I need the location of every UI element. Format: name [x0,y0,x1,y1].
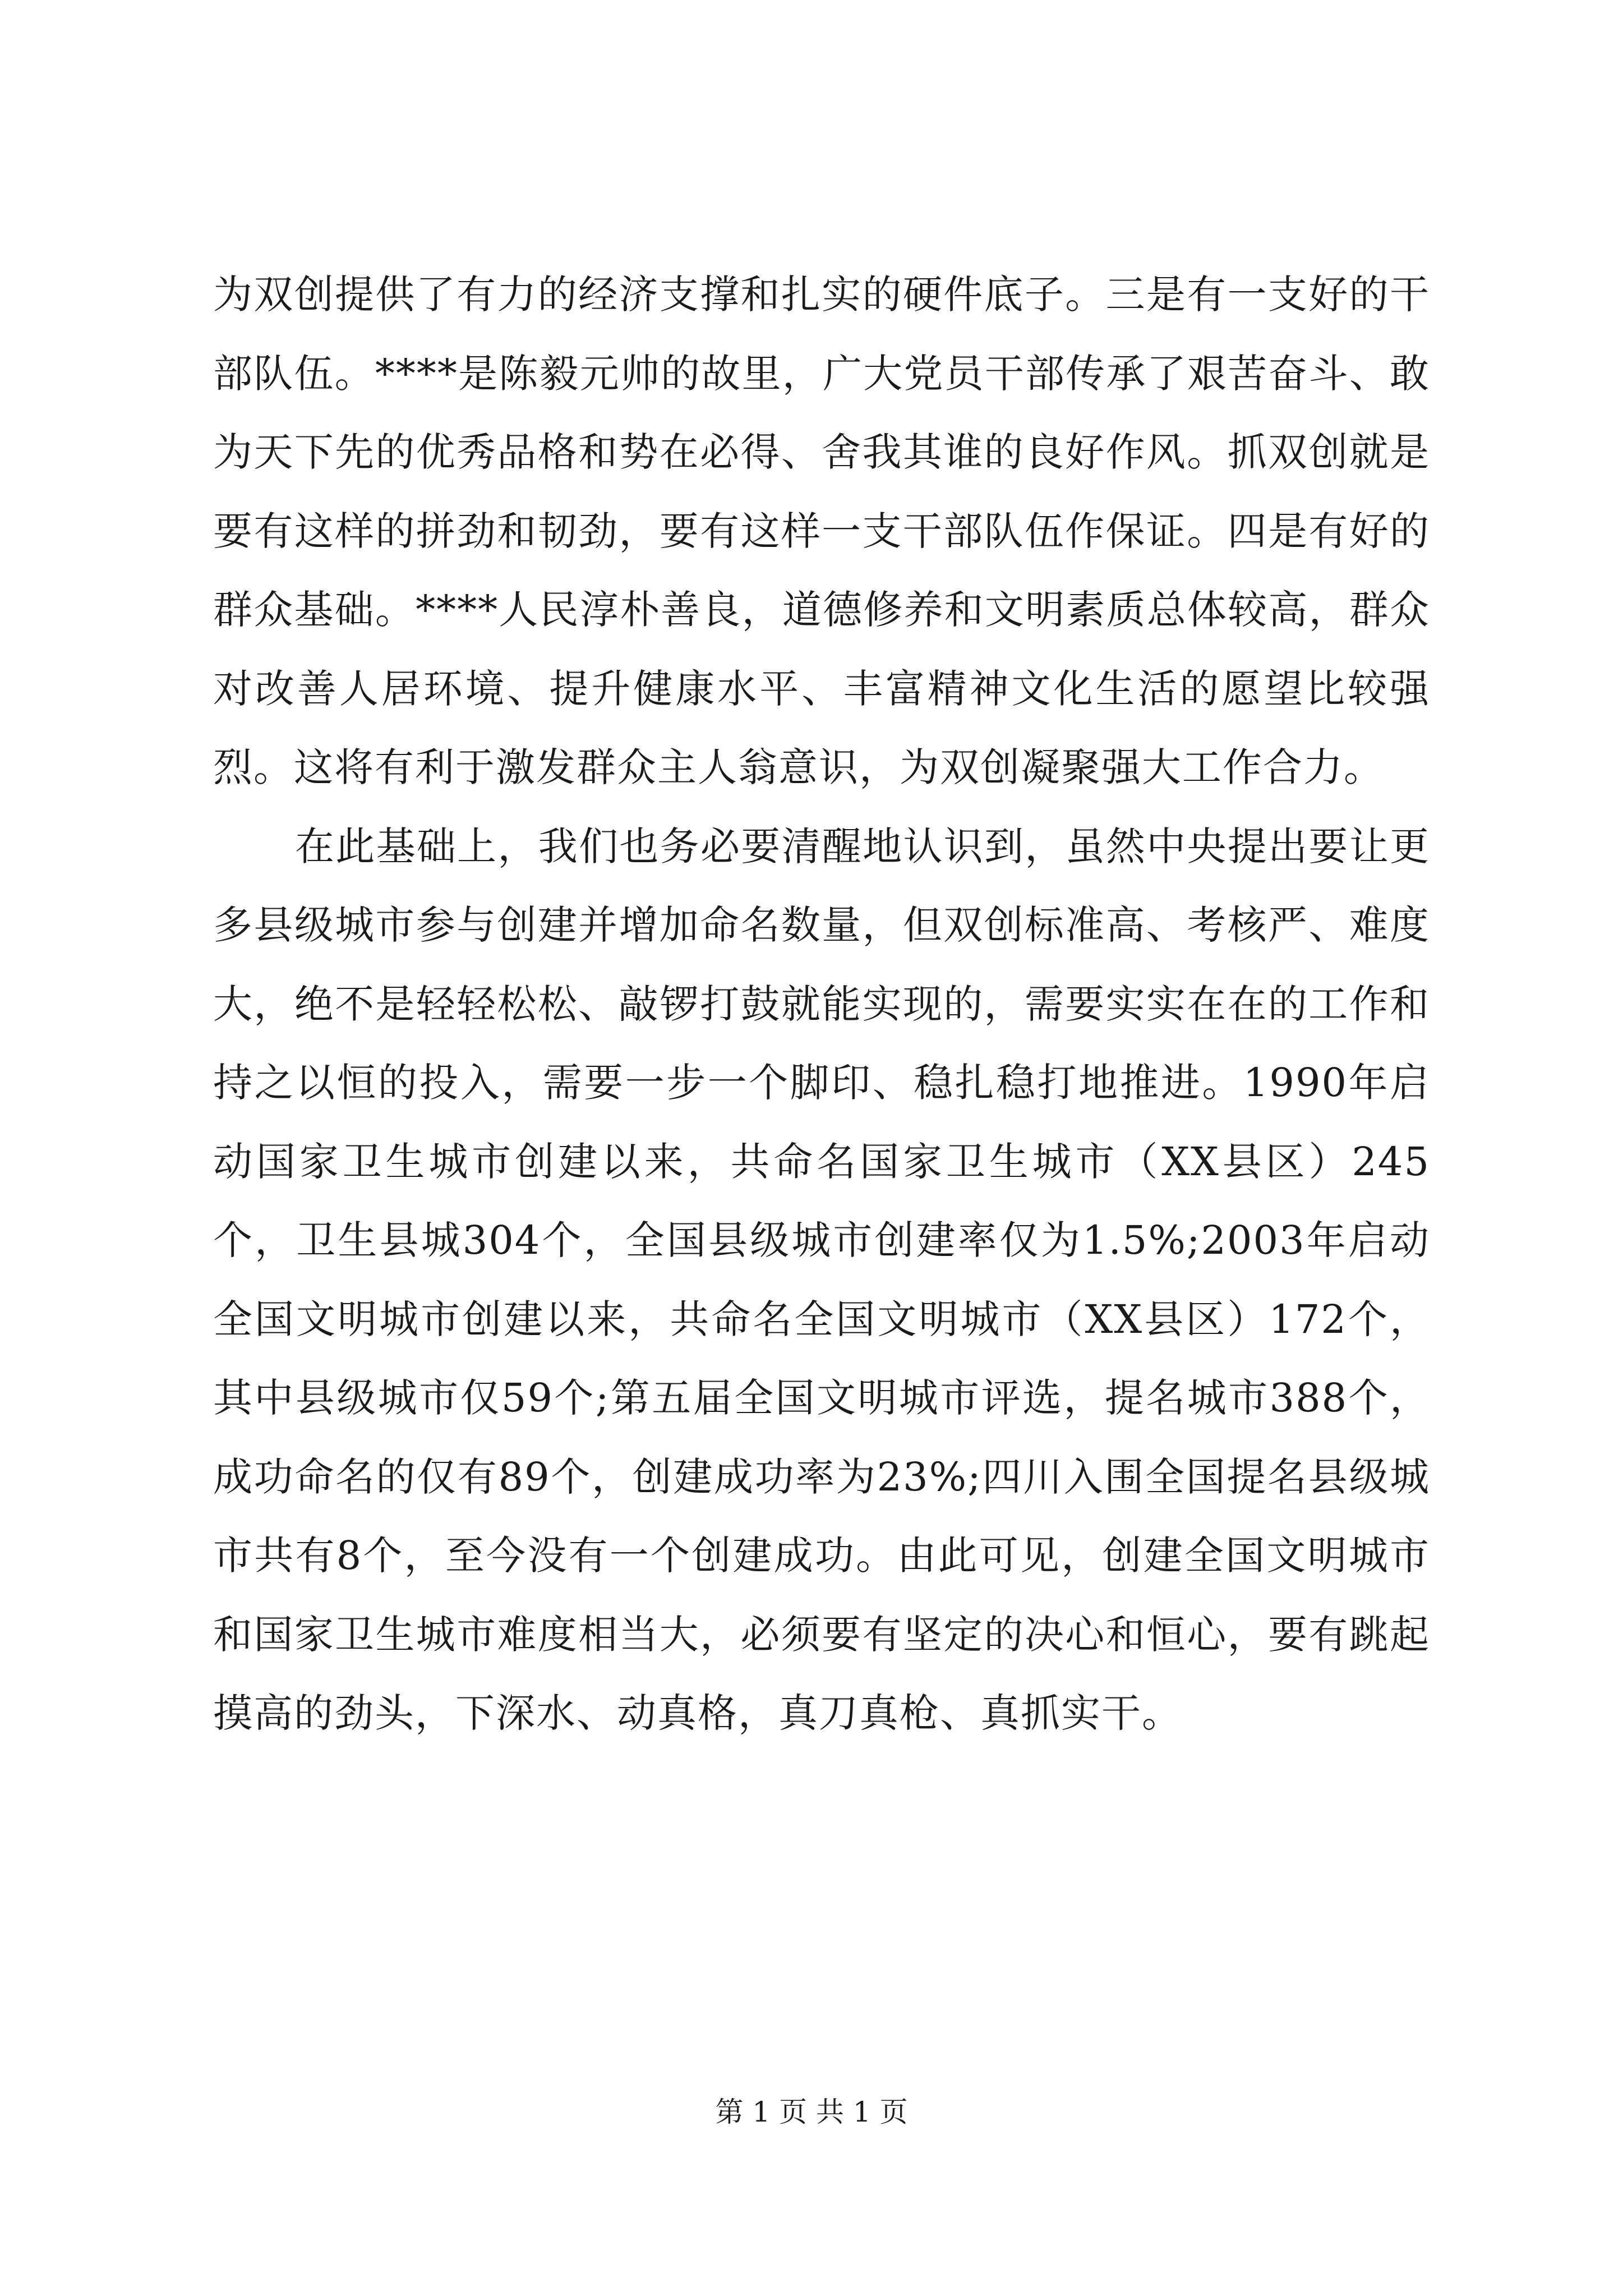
paragraph-1: 为双创提供了有力的经济支撑和扎实的硬件底子。三是有一支好的干部队伍。****是陈毅元帅的故里，广大党员干部传承了艰苦奋斗、敢为天下先的优秀品格和势在必得、舍我其谁的良好作风。抓双创就是要有这样的拼劲和韧劲，要有这样一支干部队伍作保证。四是有好的群众基础。****人民淳朴善良，道德修养和文明素质总体较高，群众对改善人居环境、提升健康水平、丰富精神文化生活的愿望比较强烈。这将有利于激发群众主人翁意识，为双创凝聚强大工作合力。 [213,272,1430,790]
page-number-label: 第 1 页 共 1 页 [715,2096,908,2128]
page-footer [0,2092,1623,2132]
paragraph-2: 在此基础上，我们也务必要清醒地认识到，虽然中央提出要让更多县级城市参与创建并增加命名数量，但双创标准高、考核严、难度大，绝不是轻轻松松、敲锣打鼓就能实现的，需要实实在在的工作和持之以恒的投入，需要一步一个脚印、稳扎稳打地推进。1990年启动国家卫生城市创建以来，共命名国家卫生城市（XX县区）245个，卫生县城304个，全国县级城市创建率仅为1.5%;2003年启动全国文明城市创建以来，共命名全国文明城市（XX县区）172个，其中县级城市仅59个;第五届全国文明城市评选，提名城市388个，成功命名的仅有89个，创建成功率为23%;四川入围全国提名县级城市共有8个，至今没有一个创建成功。由此可见，创建全国文明城市和国家卫生城市难度相当大，必须要有坚定的决心和恒心，要有跳起摸高的劲头，下深水、动真格，真刀真枪、真抓实干。 [213,823,1430,1736]
document-body [213,255,1430,1753]
